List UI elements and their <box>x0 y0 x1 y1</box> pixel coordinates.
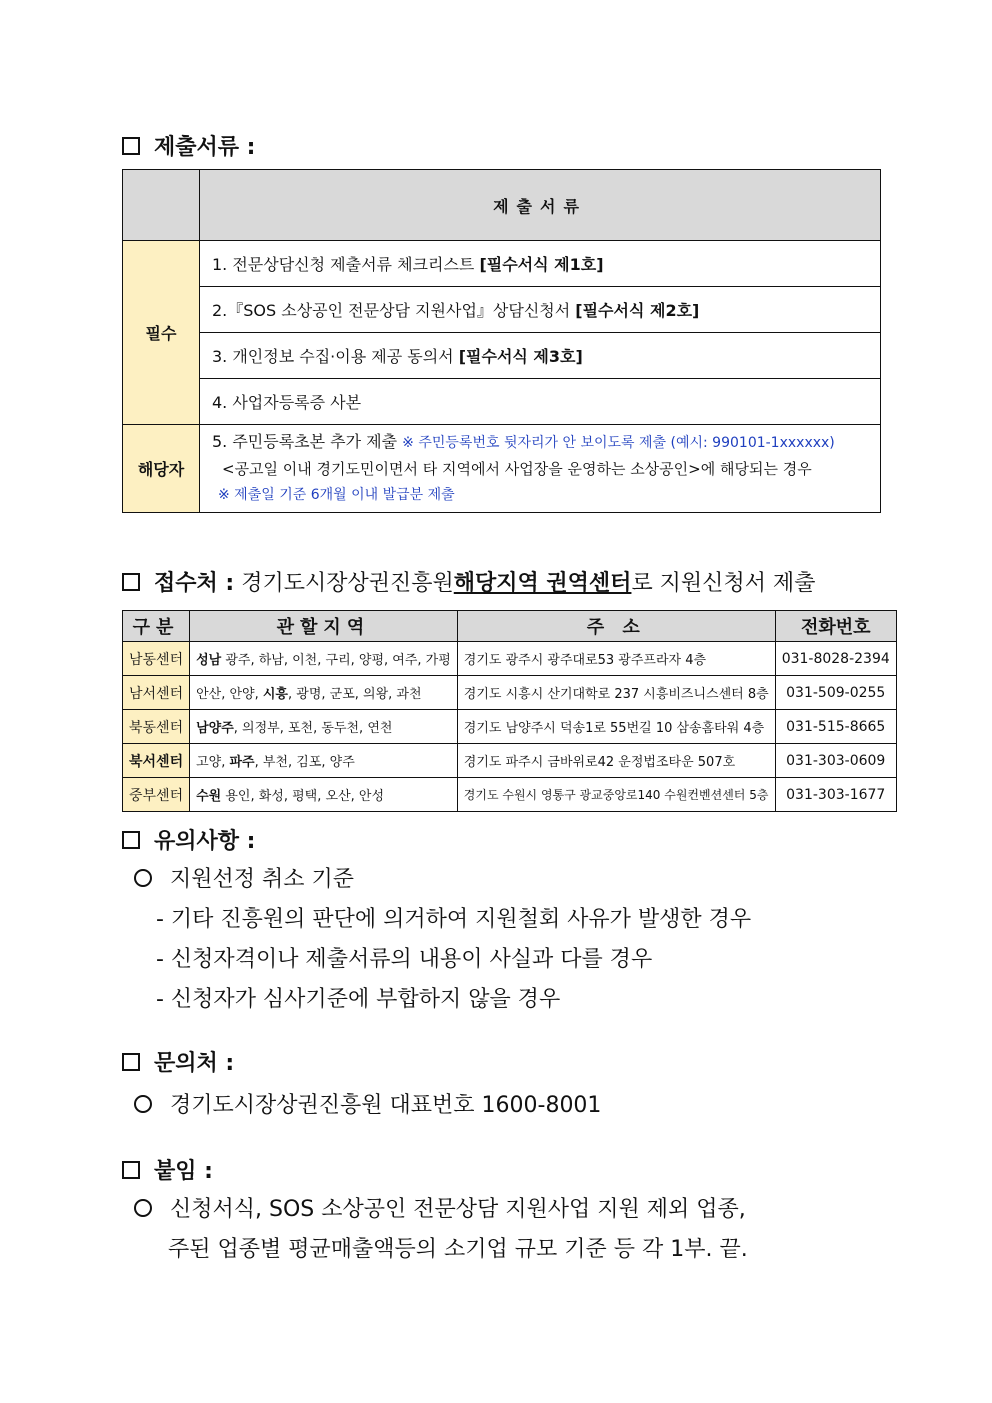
section-attach-title: 붙임 : <box>122 1154 213 1185</box>
circle-bullet-icon <box>134 869 152 887</box>
col-header: 관할지역 <box>190 611 458 642</box>
col-header: 주 소 <box>457 611 775 642</box>
section-notes-title: 유의사항 : <box>122 824 255 855</box>
section-contact-title: 문의처 : <box>122 1046 234 1077</box>
centers-table <box>122 610 897 812</box>
doc-row: 3. 개인정보 수집·이용 제공 동의서 [필수서식 제3호] <box>200 333 881 379</box>
checkbox-icon <box>122 1053 140 1071</box>
table-corner <box>123 170 200 241</box>
attach-line1: 신청서식, SOS 소상공인 전문상담 지원사업 지원 제외 업종, <box>134 1192 746 1223</box>
list-item: - 신청자가 심사기준에 부합하지 않을 경우 <box>156 987 561 1012</box>
section-documents-title: 제출서류 : <box>122 130 255 161</box>
doc-row: 4. 사업자등록증 사본 <box>200 379 881 425</box>
table-row: 남동센터 성남 광주, 하남, 이천, 구리, 양평, 여주, 가평 경기도 광주시 광주대로53 광주프라자 4층 031-8028-2394 <box>123 642 897 676</box>
required-label: 필수 <box>123 241 200 425</box>
col-header: 구분 <box>123 611 190 642</box>
doc-row-applicable: 5. 주민등록초본 추가 제출 ※ 주민등록번호 뒷자리가 안 보이도록 제출 (예시: 990101-1xxxxxx) <공고일 이내 경기도민이면서 타 지역에서 사업장을 운영하는 소상공인>에 해당되는 경우 ※ 제출일 기준 6개월 이내 발급분 제출 <box>200 425 881 513</box>
list-item: - 기타 진흥원의 판단에 의거하여 지원철회 사유가 발생한 경우 <box>156 907 752 932</box>
applicable-label: 해당자 <box>123 425 200 513</box>
checkbox-icon <box>122 1161 140 1179</box>
contact-line: 경기도시장상권진흥원 대표번호 1600-8001 <box>134 1088 601 1119</box>
doc-row: 2.『SOS 소상공인 전문상담 지원사업』상담신청서 [필수서식 제2호] <box>200 287 881 333</box>
notes-heading: 지원선정 취소 기준 <box>134 862 354 893</box>
col-header: 전화번호 <box>775 611 896 642</box>
checkbox-icon <box>122 831 140 849</box>
attach-line2: 주된 업종별 평균매출액등의 소기업 규모 기준 등 각 1부. 끝. <box>168 1237 748 1262</box>
table-row: 북서센터 고양, 파주, 부천, 김포, 양주 경기도 파주시 금바위로42 운정법조타운 507호 031-303-0609 <box>123 744 897 778</box>
circle-bullet-icon <box>134 1095 152 1113</box>
checkbox-icon <box>122 573 140 591</box>
table-row: 북동센터 남양주, 의정부, 포천, 동두천, 연천 경기도 남양주시 덕송1로 55번길 10 삼송홈타워 4층 031-515-8665 <box>123 710 897 744</box>
documents-header: 제출서류 <box>200 170 881 241</box>
list-item: - 신청자격이나 제출서류의 내용이 사실과 다를 경우 <box>156 947 653 972</box>
checkbox-icon <box>122 137 140 155</box>
documents-table <box>122 169 881 513</box>
doc-row: 1. 전문상담신청 제출서류 체크리스트 [필수서식 제1호] <box>200 241 881 287</box>
table-row: 중부센터 수원 용인, 화성, 평택, 오산, 안성 경기도 수원시 영통구 광교중앙로140 수원컨벤션센터 5층 031-303-1677 <box>123 778 897 812</box>
circle-bullet-icon <box>134 1199 152 1217</box>
table-row: 남서센터 안산, 안양, 시흥, 광명, 군포, 의왕, 과천 경기도 시흥시 산기대학로 237 시흥비즈니스센터 8층 031-509-0255 <box>123 676 897 710</box>
section-reception-title: 접수처 : 경기도시장상권진흥원 해당지역 권역센터 로 지원신청서 제출 <box>122 566 815 597</box>
